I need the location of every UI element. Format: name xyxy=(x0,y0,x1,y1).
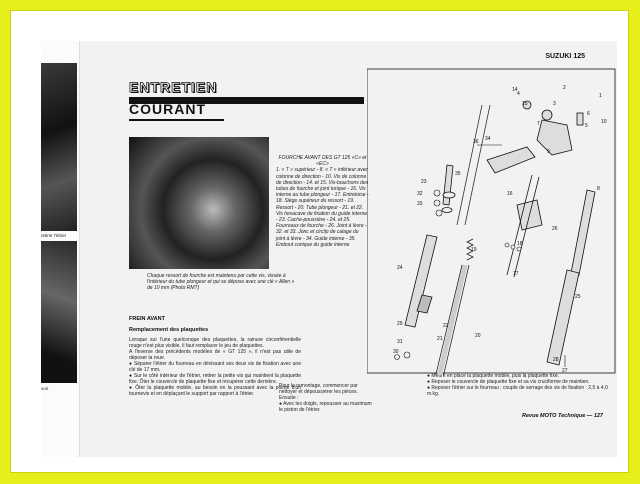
diagram-callout-7: 7 xyxy=(537,121,540,127)
paragraph: Lorsque sur l'une quelconque des plaquettes, la rainure circonférentielle rouge n'est plus visible, il faut remplacer le jeu de plaquettes. xyxy=(129,337,301,349)
diagram-callout-28: 28 xyxy=(553,357,559,363)
diagram-callout-24: 24 xyxy=(397,265,403,271)
diagram-callout-29: 29 xyxy=(397,321,403,327)
section-title: FREIN AVANT xyxy=(129,316,165,322)
diagram-callout-35: 35 xyxy=(455,171,461,177)
left-page-strip xyxy=(41,41,80,457)
body-column-3 xyxy=(427,373,617,397)
section-subtitle: Remplacement des plaquettes xyxy=(129,327,209,333)
diagram-callout-3: 3 xyxy=(553,101,556,107)
magazine-page xyxy=(41,41,617,457)
diagram-callout-4: 4 xyxy=(517,91,520,97)
title-line-2: COURANT xyxy=(129,101,206,117)
fork-photo xyxy=(129,137,269,269)
diagram-callout-8: 8 xyxy=(597,186,600,192)
paragraph: A l'inverse des précédents modèles de « GT 125 », il n'est pas utile de déposer la roue. xyxy=(129,349,301,361)
body-column-2 xyxy=(279,383,373,413)
page-footer: Revue MOTO Technique — 127 xyxy=(522,413,603,419)
page-header: SUZUKI 125 xyxy=(545,53,585,60)
paragraph: ● Séparer l'étrier du fourreau en dévissant ses deux vis de fixation avec une clé de 17 mm. xyxy=(129,361,301,373)
fork-legend-heading: FOURCHE AVANT DES GT 125 «C» et «EC» xyxy=(278,155,367,168)
left-photo-top xyxy=(41,63,77,238)
diagram-callout-33: 33 xyxy=(417,201,423,207)
diagram-callout-9: 9 xyxy=(547,149,550,155)
diagram-callout-19: 19 xyxy=(471,247,477,253)
right-fork-leg xyxy=(507,175,595,365)
paragraph: ● Sur le côté intérieur de l'étrier, retirer la petite vis qui maintient la plaquette fixe. Ôter le couvercle de plaquette fixe et récupérer cette dernière. xyxy=(129,373,301,385)
diagram-callout-27: 27 xyxy=(562,368,568,374)
left-photo-bottom xyxy=(41,241,77,391)
left-photo-caption-2: voir xyxy=(41,386,49,391)
diagram-callout-22: 22 xyxy=(443,323,449,329)
diagram-callout-10: 10 xyxy=(601,119,607,125)
diagram-callout-30: 30 xyxy=(393,349,399,355)
diagram-callout-15: 15 xyxy=(522,101,528,107)
paragraph: ● Avec les doigts, repousser au maximum le piston de l'étrier. xyxy=(279,401,372,413)
title-line-1: ENTRETIEN xyxy=(129,79,218,95)
body-column-1 xyxy=(129,337,301,397)
diagram-callout-5: 5 xyxy=(585,123,588,129)
diagram-callout-21: 21 xyxy=(437,336,443,342)
diagram-callout-34: 34 xyxy=(485,136,491,142)
diagram-callout-14: 14 xyxy=(512,87,518,93)
diagram-callout-16: 16 xyxy=(507,191,513,197)
photo-caption: Chaque ressort de fourche est maintenu par cette vis, vissée à l'intérieur du tube plongeur et qui se dépose avec une clé « Allen » de 10 mm (Photo RMT) xyxy=(147,273,295,291)
diagram-callout-20: 20 xyxy=(475,333,481,339)
paragraph: ● Ôter la plaquette mobile, au besoin en la poussant avec la pointe d'un tournevis et en déplaçant le support par rapport à l'étrier. xyxy=(129,385,301,397)
diagram-callout-1: 1 xyxy=(599,93,602,99)
diagram-callout-17: 17 xyxy=(513,271,519,277)
diagram-callout-18: 18 xyxy=(517,241,523,247)
fork-legend xyxy=(276,155,369,248)
fork-spring xyxy=(431,239,473,375)
left-photo-caption: retirer l'étrier xyxy=(41,233,67,238)
paragraph: Pour le remontage, commencer par nettoyer et dépoussiérer les pièces. Ensuite : xyxy=(279,383,358,401)
diagram-callout-2: 2 xyxy=(563,85,566,91)
title-underline xyxy=(129,119,224,121)
paragraph: ● Reposer l'étrier sur le fourreau ; couple de serrage des vis de fixation : 2,5 à 4,0 m.kg. xyxy=(427,385,608,397)
fork-legend-text: 1. « T » supérieur - 8. « T » inférieur avec colonne de direction - 10. Vis de colonne de direction - 14. et 15. Vis-bouchons des tubes de fourche et joint torique - 16. Vis interne au tube plongeur - 17. Entretoise - 18. Siège supérieur du ressort - 19. Ressort - 20. Tube plongeur - 21. et 22. Vis hexacave de fixation du guide interne - 23. Cache-poussière - 24. et 25. Fourreaux de fourche - 26. Joint à lèvre - 32. et 33. Jonc et circlip de calage du joint à lèvre - 34. Guide interne - 35. Embout conique du guide interne xyxy=(276,167,369,248)
paragraph: ● Reposer le couvercle de plaquette fixe et sa vis cruciforme de maintien. xyxy=(427,379,590,385)
diagram-callout-23: 23 xyxy=(421,179,427,185)
top-triple-clamp xyxy=(487,101,583,173)
paragraph: ● Mettre en place la plaquette mobile, puis la plaquette fixe. xyxy=(427,373,559,379)
diagram-callout-6: 6 xyxy=(587,111,590,117)
fork-exploded-diagram xyxy=(367,65,617,375)
diagram-callout-31: 31 xyxy=(397,339,403,345)
diagram-callout-36: 36 xyxy=(473,139,479,145)
diagram-callout-26: 26 xyxy=(552,226,558,232)
diagram-callout-32: 32 xyxy=(417,191,423,197)
screenshot-frame xyxy=(10,10,629,473)
diagram-callout-25: 25 xyxy=(575,294,581,300)
